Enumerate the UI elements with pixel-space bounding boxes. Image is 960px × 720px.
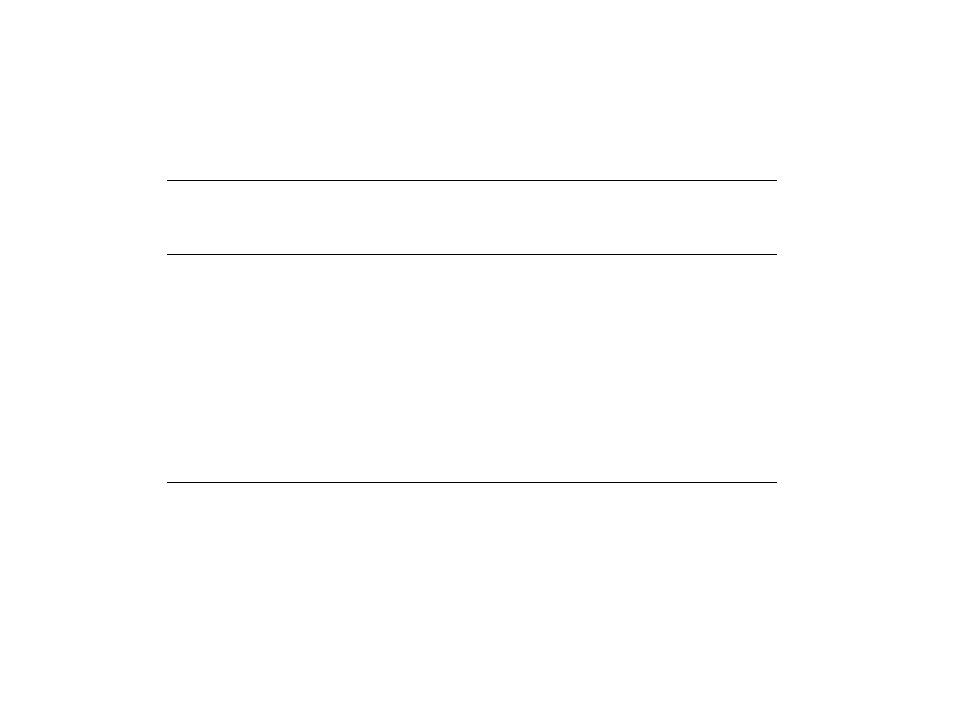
header-rule (167, 254, 777, 255)
table-top-rule (167, 180, 777, 181)
table-header-row (167, 185, 777, 257)
table-bottom-rule (167, 482, 777, 483)
